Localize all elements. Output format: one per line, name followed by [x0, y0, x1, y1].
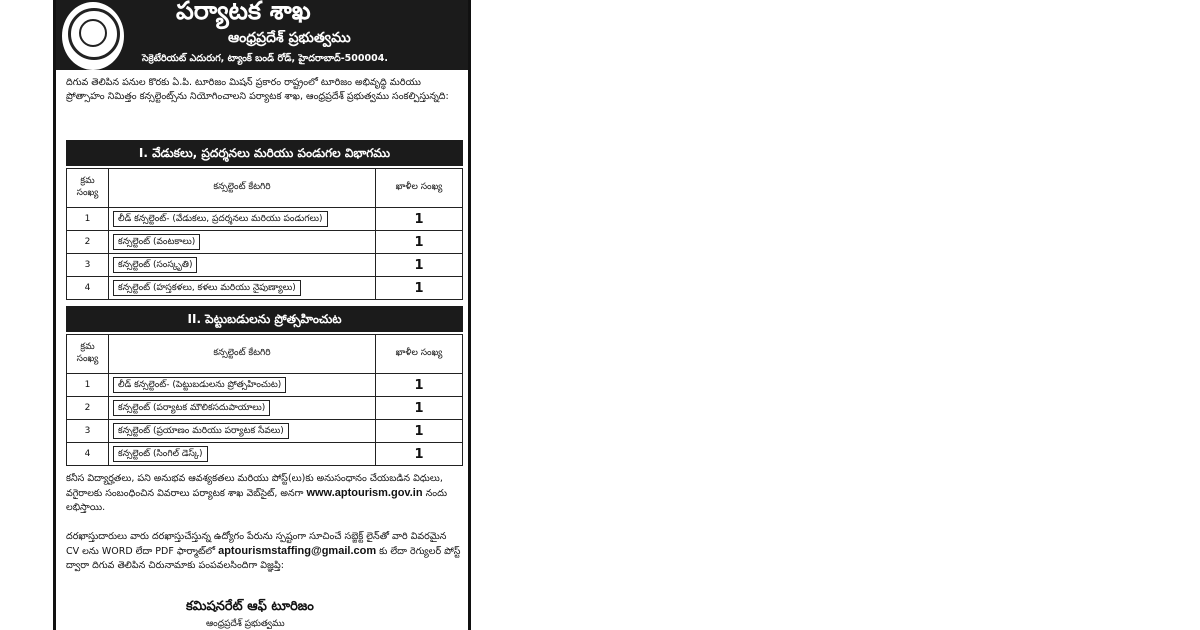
column-header-no: క్రమ సంఖ్య — [67, 335, 109, 374]
table-row — [67, 374, 463, 397]
vacancy-count: 1 — [376, 420, 463, 443]
consultant-category: కన్సల్టెంట్ (పర్యాటక మౌలికసదుపాయాలు) — [113, 400, 270, 416]
details-text: కనీస విద్యార్హతలు, పని అనుభవ ఆవశ్యకతలు మరియు పోస్ట్(లు)కు అనుసంధానం చేయబడిన విధులు, వగైరాలకు సంబంధించిన వివరాలు పర్యాటక శాఖ వెబ్‌సైట్, అనగా — [66, 473, 443, 499]
column-header-category: కన్సల్టెంట్ కేటగిరి — [109, 169, 376, 208]
table-row — [67, 277, 463, 300]
row-number: 3 — [67, 254, 109, 277]
advertisement-page — [53, 0, 471, 630]
row-number: 2 — [67, 231, 109, 254]
commissionerate-title: కమిషనరేట్ ఆఫ్ టూరిజం — [186, 599, 314, 614]
vacancy-count: 1 — [376, 443, 463, 466]
website-link[interactable]: www.aptourism.gov.in — [306, 487, 423, 499]
apply-text: దరఖాస్తుదారులు వారు దరఖాస్తుచేస్తున్న ఉద్యోగం పేరును స్పష్టంగా సూచించే సబ్జెక్ట్ లైన్‌తో వారి వివరమైన CV లను WORD లేదా PDF ఫార్మాట్‌లో — [66, 531, 447, 557]
details-paragraph — [66, 472, 462, 515]
row-number: 4 — [67, 277, 109, 300]
consultant-category: కన్సల్టెంట్ (సంస్కృతి) — [113, 257, 197, 273]
table-row — [67, 231, 463, 254]
section-1-table — [66, 168, 463, 300]
intro-paragraph: దిగువ తెలిపిన పనుల కొరకు ఏ.పి. టూరిజం మిషన్ ప్రకారం రాష్ట్రంలో టూరిజం అభివృద్ధి మరియు ప్రోత్సాహం నిమిత్తం కన్సల్టెంట్స్‌ను నియోగించాలని పర్యాటక శాఖ, ఆంధ్రప్రదేశ్ ప్రభుత్వము సంకల్పిస్తున్నది: — [66, 77, 449, 102]
vacancy-count: 1 — [376, 397, 463, 420]
consultant-category: కన్సల్టెంట్ (సింగిల్ డెస్క్) — [113, 446, 208, 462]
vacancy-count: 1 — [376, 231, 463, 254]
office-address: సెక్రెటేరియట్ ఎదురుగ, ట్యాంక్ బండ్ రోడ్, హైదరాబాద్-500004. — [142, 53, 388, 64]
vacancy-count: 1 — [376, 277, 463, 300]
department-title: పర్యాటక శాఖ — [176, 0, 311, 25]
commissionerate-subtitle: ఆంధ్రప్రదేశ్ ప్రభుత్వము — [206, 619, 285, 629]
consultant-category: కన్సల్టెంట్ (వంటకాలు) — [113, 234, 200, 250]
table-header-row — [67, 169, 463, 208]
column-header-vacancies: ఖాళీల సంఖ్య — [376, 169, 463, 208]
section-1-title: I. వేడుకలు, ప్రదర్శనలు మరియు పండుగల విభాగము — [66, 140, 463, 166]
table-header-row — [67, 335, 463, 374]
vacancy-count: 1 — [376, 254, 463, 277]
apply-paragraph — [66, 530, 462, 573]
consultant-category: లీడ్ కన్సల్టెంట్- (వేడుకలు, ప్రదర్శనలు మరియు పండుగలు) — [113, 211, 328, 227]
header-banner — [56, 0, 468, 70]
table-row — [67, 397, 463, 420]
table-row — [67, 420, 463, 443]
table-row — [67, 208, 463, 231]
row-number: 4 — [67, 443, 109, 466]
apply-suffix: కు లేదా రెగ్యులర్ పోస్ట్ ద్వారా దిగువ తెలిపిన చిరునామాకు పంపవలసిందిగా విజ్ఞప్తి: — [66, 546, 461, 571]
section-2-table — [66, 334, 463, 466]
row-number: 1 — [67, 208, 109, 231]
section-2-title: II. పెట్టుబడులను ప్రోత్సహించుట — [66, 306, 463, 332]
email-link[interactable]: aptourismstaffing@gmail.com — [218, 545, 377, 557]
consultant-category: లీడ్ కన్సల్టెంట్- (పెట్టుబడులను ప్రోత్సహించుట) — [113, 377, 286, 393]
column-header-category: కన్సల్టెంట్ కేటగిరి — [109, 335, 376, 374]
column-header-vacancies: ఖాళీల సంఖ్య — [376, 335, 463, 374]
table-row — [67, 443, 463, 466]
government-emblem-logo — [62, 2, 124, 70]
consultant-category: కన్సల్టెంట్ (ప్రయాణం మరియు పర్యాటక సేవలు) — [113, 423, 289, 439]
consultant-category: కన్సల్టెంట్ (హస్తకళలు, కళలు మరియు నైపుణ్యాలు) — [113, 280, 301, 296]
vacancy-count: 1 — [376, 208, 463, 231]
details-suffix: నందు లభిస్తాయి. — [66, 488, 448, 513]
row-number: 1 — [67, 374, 109, 397]
column-header-no: క్రమ సంఖ్య — [67, 169, 109, 208]
vacancy-count: 1 — [376, 374, 463, 397]
table-row — [67, 254, 463, 277]
government-subtitle: ఆంధ్రప్రదేశ్ ప్రభుత్వము — [228, 30, 351, 46]
row-number: 3 — [67, 420, 109, 443]
row-number: 2 — [67, 397, 109, 420]
